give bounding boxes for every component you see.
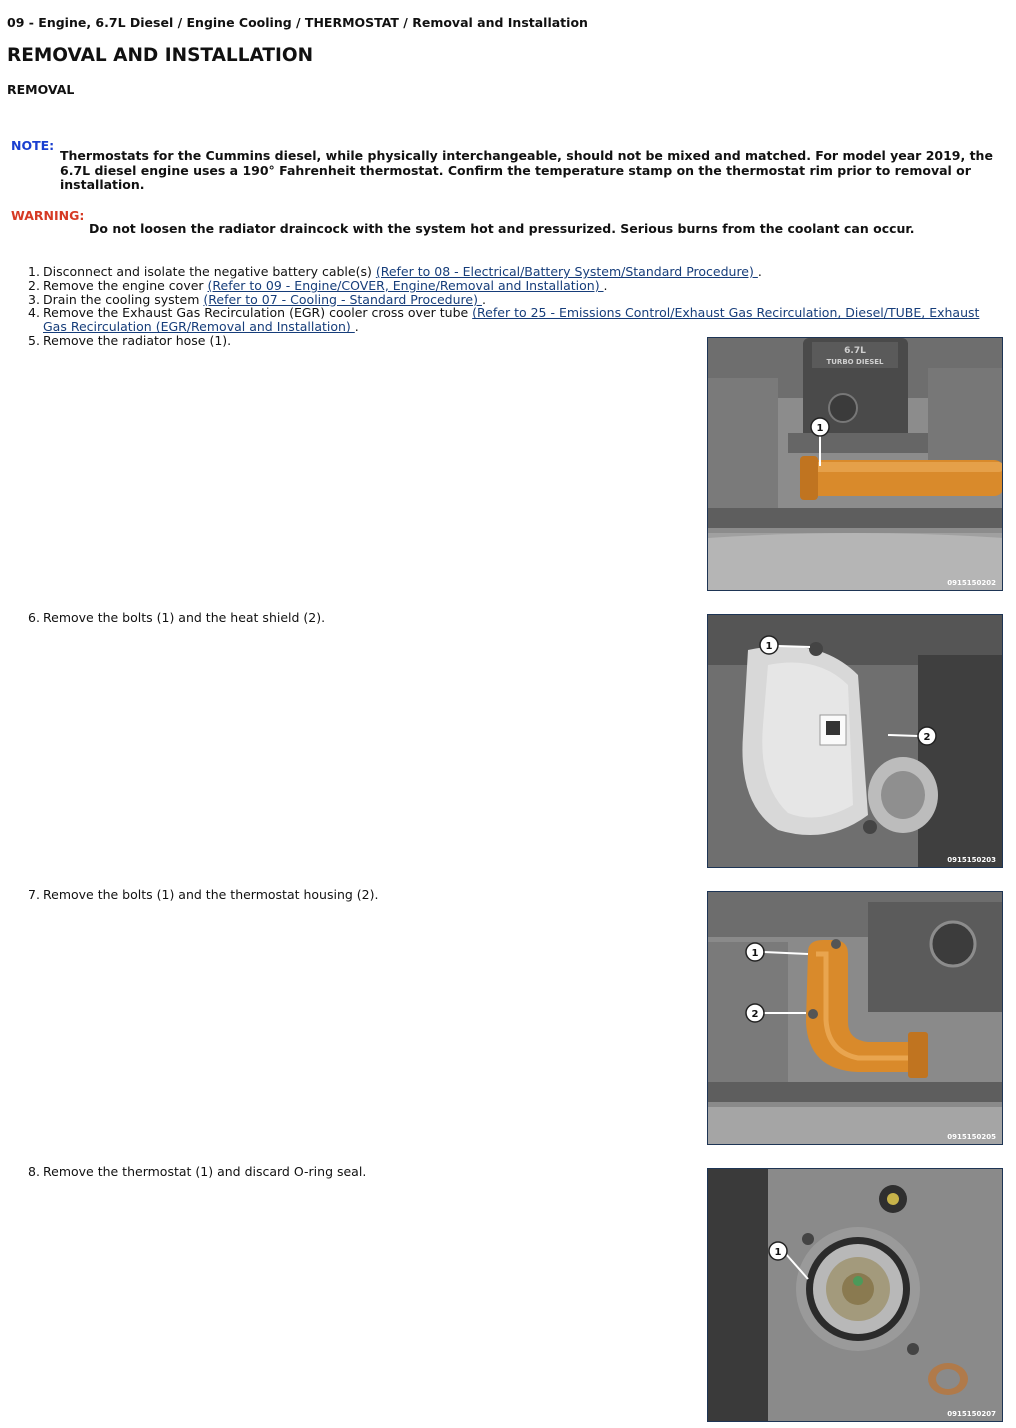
- figure-radiator-hose: [707, 337, 1003, 591]
- step-text: Disconnect and isolate the negative battery cable(s): [43, 264, 376, 279]
- figure-thermostat: [707, 1168, 1003, 1422]
- step-number: 5.: [28, 332, 40, 348]
- step-number: 1.: [28, 264, 40, 279]
- removal-steps-list: [28, 265, 988, 348]
- callout-label: 2: [923, 732, 931, 743]
- callout-label: 1: [816, 423, 824, 434]
- callout-label: 1: [765, 641, 773, 652]
- step-1-reference-link[interactable]: (Refer to 08 - Electrical/Battery System/Standard Procedure): [375, 264, 758, 279]
- step-text: Remove the radiator hose (1).: [43, 332, 232, 348]
- step-number: 6.: [28, 610, 40, 625]
- figure-id: 0915150203: [947, 856, 996, 864]
- figure-id: 0915150205: [947, 1133, 996, 1141]
- step-2-reference-link[interactable]: (Refer to 09 - Engine/COVER, Engine/Removal and Installation): [207, 277, 604, 293]
- engine-illustration: [708, 338, 1003, 591]
- step-6: [28, 610, 325, 625]
- step-2: [28, 279, 988, 293]
- figure-thermostat-housing: [707, 891, 1003, 1145]
- step-4-reference-link[interactable]: (Refer to 25 - Emissions Control/Exhaust Gas Recirculation, Diesel/TUBE, Exhaust Gas Recirculation (EGR/Removal and Installation): [43, 305, 980, 335]
- step-number: 2.: [28, 277, 40, 293]
- step-period: .: [757, 264, 762, 279]
- heat-shield-photo: [708, 615, 1003, 868]
- step-text: Drain the cooling system: [43, 291, 204, 307]
- thermostat-housing-illustration: [708, 892, 1003, 1145]
- step-number: 7.: [28, 887, 40, 902]
- callout-label: 2: [751, 1009, 759, 1020]
- step-3-reference-link[interactable]: (Refer to 07 - Cooling - Standard Procedure): [203, 291, 482, 307]
- warning-label: WARNING:: [11, 208, 85, 223]
- callout-label: 1: [774, 1247, 782, 1258]
- breadcrumb: 09 - Engine, 6.7L Diesel / Engine Cooling / THERMOSTAT / Removal and Installation: [7, 15, 588, 30]
- step-number: 8.: [28, 1164, 40, 1179]
- step-period: .: [354, 319, 359, 335]
- note-text: Thermostats for the Cummins diesel, while physically interchangeable, should not be mixed and matched. For model year 2019, the 6.7L diesel engine uses a 190° Fahrenheit thermostat. Confirm the temperature stamp on the thermostat rim prior to removal or installation.: [60, 148, 993, 192]
- thermostat-photo: [708, 1169, 1003, 1422]
- engine-badge-text: TURBO DIESEL: [826, 358, 884, 366]
- step-text: Remove the engine cover: [43, 277, 208, 293]
- step-3: [28, 293, 988, 307]
- step-text: Remove the Exhaust Gas Recirculation (EGR) cooler cross over tube: [43, 305, 473, 321]
- step-7: [28, 887, 378, 902]
- page-title: REMOVAL AND INSTALLATION: [7, 45, 314, 66]
- figure-id: 0915150202: [947, 579, 996, 587]
- step-period: .: [481, 291, 486, 307]
- step-8: [28, 1164, 366, 1179]
- step-number: 3.: [28, 291, 40, 307]
- callout-label: 1: [751, 948, 759, 959]
- figure-id: 0915150207: [947, 1410, 996, 1418]
- engine-badge-text: 6.7L: [844, 346, 866, 356]
- note-label: NOTE:: [11, 138, 55, 153]
- step-period: .: [603, 277, 608, 293]
- step-number: 4.: [28, 305, 40, 321]
- warning-text: Do not loosen the radiator draincock with the system hot and pressurized. Serious burns from the coolant can occur.: [89, 221, 915, 236]
- step-text: Remove the bolts (1) and the thermostat housing (2).: [43, 887, 379, 902]
- step-text: Remove the bolts (1) and the heat shield (2).: [43, 610, 326, 625]
- section-title: REMOVAL: [7, 82, 75, 97]
- figure-heat-shield: [707, 614, 1003, 868]
- step-text: Remove the thermostat (1) and discard O-ring seal.: [43, 1164, 367, 1179]
- step-4: [28, 306, 988, 334]
- step-1: [28, 265, 988, 279]
